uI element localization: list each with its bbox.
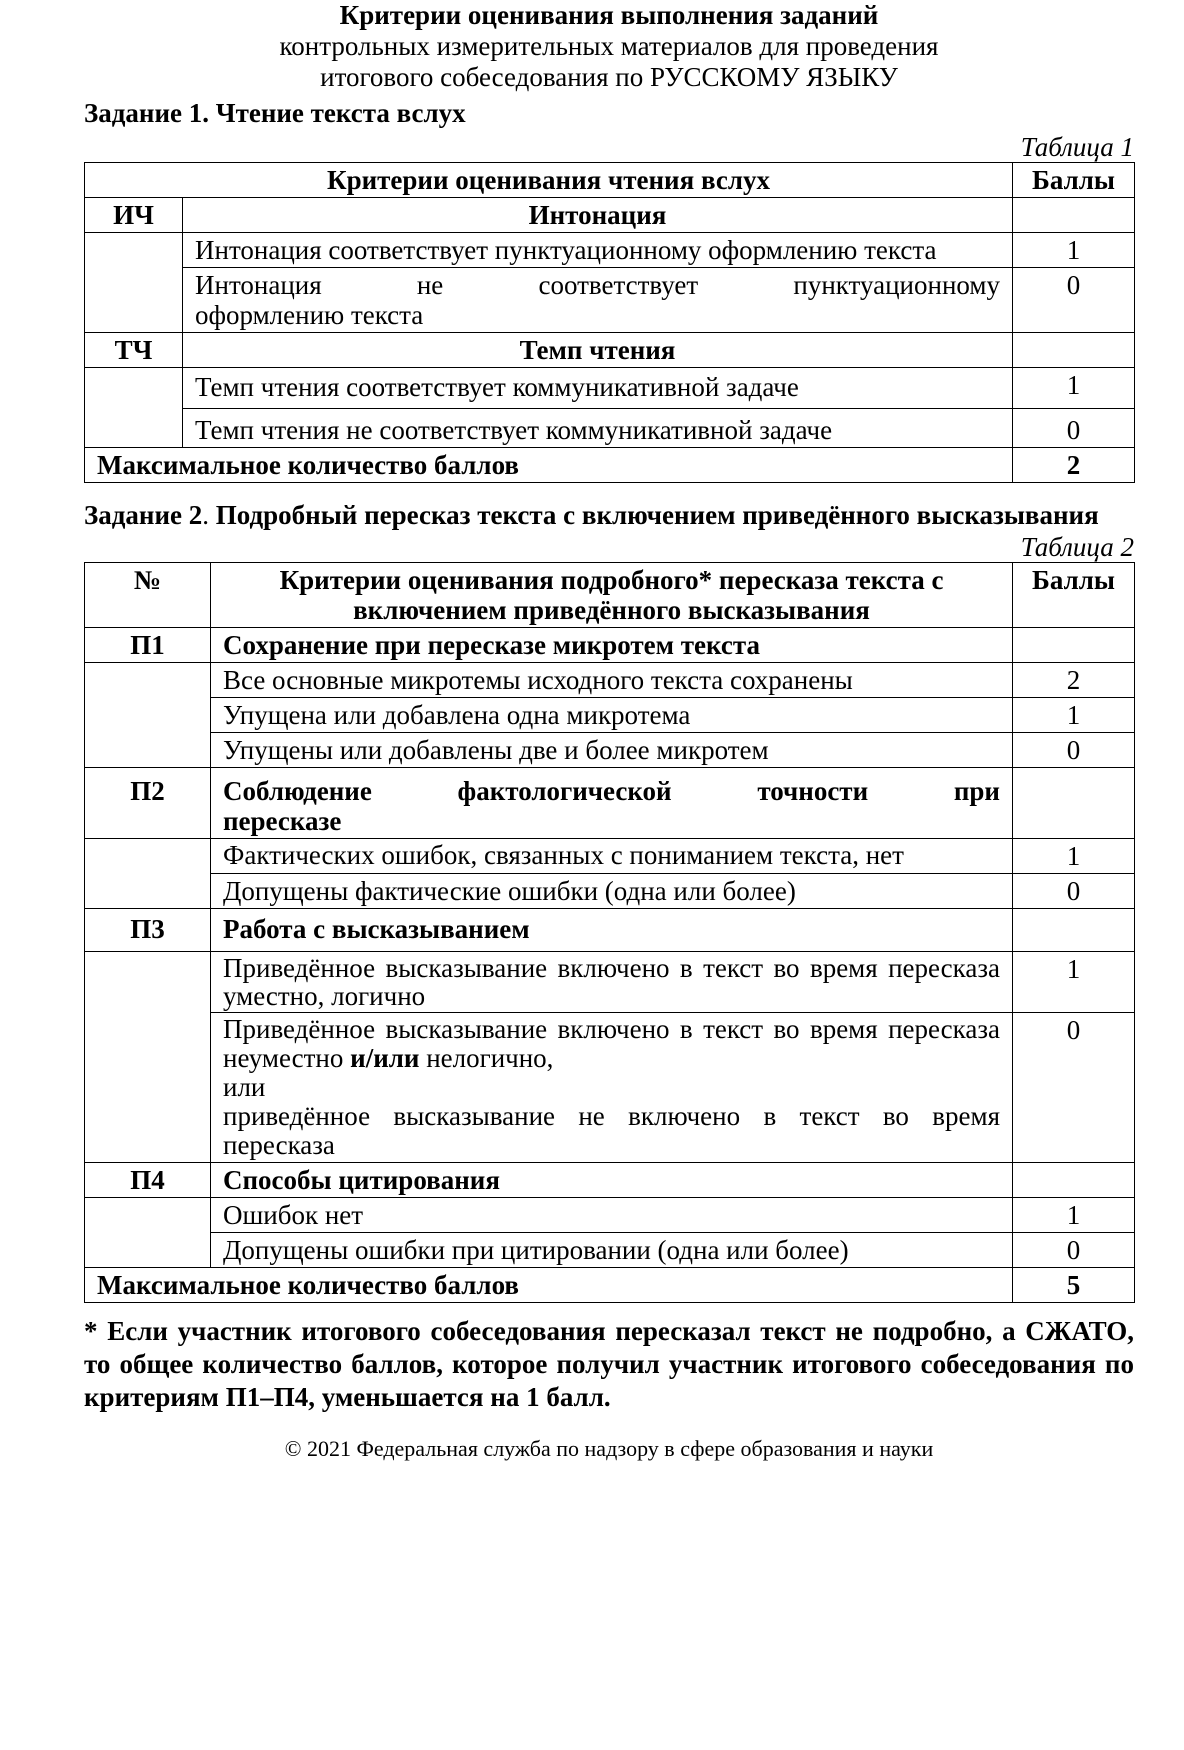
criterion-tch-code: ТЧ [85,333,183,368]
p1-option-3-points: 0 [1013,733,1135,768]
p3-option-2-or: или [223,1072,266,1102]
document-title [84,0,1134,93]
criterion-tch-points-empty [1013,333,1135,368]
p4-option-2-points: 0 [1013,1233,1135,1268]
table-row [85,952,1135,1013]
task2-heading-dot: . [202,500,210,530]
table-row [85,1013,1135,1163]
tch-option-2-text: Темп чтения не соответствует коммуникативной задаче [183,409,1013,448]
p3-option-1-text: Приведённое высказывание включено в текст во время пересказа уместно, логично [211,952,1013,1013]
table-row [85,698,1135,733]
criterion-tch-row [85,333,1135,368]
table2-header-points: Баллы [1013,563,1135,628]
ich-option-2-points: 0 [1013,268,1135,333]
table1-total-row [85,448,1135,483]
table-row [85,233,1135,268]
tch-option-2-points: 0 [1013,409,1135,448]
ich-option-2-text: Интонация не соответствует пунктуационному оформлению текста [183,268,1013,333]
criterion-p2-row [85,768,1135,839]
p4-option-1-points: 1 [1013,1198,1135,1233]
criterion-tch-spacer [85,368,183,448]
criterion-ich-code: ИЧ [85,198,183,233]
table2-total-row [85,1268,1135,1303]
p3-option-2-points: 0 [1013,1013,1135,1163]
p2-option-1-points: 1 [1013,839,1135,874]
criterion-p1-code: П1 [85,628,211,663]
criterion-p4-points-empty [1013,1163,1135,1198]
table1-total-value: 2 [1013,448,1135,483]
criterion-p1-row [85,628,1135,663]
p3-option-2-part-1: Приведённое высказывание включено в текст во время пересказа неуместно [223,1014,1000,1073]
criterion-tch-title: Темп чтения [183,333,1013,368]
ich-option-1-points: 1 [1013,233,1135,268]
criterion-ich-row [85,198,1135,233]
tch-option-1-points: 1 [1013,368,1135,409]
criterion-p4-row [85,1163,1135,1198]
criterion-p1-points-empty [1013,628,1135,663]
table-row [85,733,1135,768]
p3-option-2-bold: и/или [350,1043,420,1073]
table-row [85,268,1135,333]
title-line-1: Критерии оценивания выполнения заданий [339,0,879,30]
p1-option-3-text: Упущены или добавлены две и более микротем [211,733,1013,768]
table-row [85,874,1135,909]
table2-total-value: 5 [1013,1268,1135,1303]
table-row [85,409,1135,448]
criterion-ich-points-empty [1013,198,1135,233]
criterion-p2-code: П2 [85,768,211,839]
task1-heading: Задание 1. Чтение текста вслух [84,98,466,128]
criterion-p4-spacer [85,1198,211,1268]
table2-header-row [85,563,1135,628]
task2-heading [84,499,1134,532]
p4-option-2-text: Допущены ошибки при цитировании (одна или более) [211,1233,1013,1268]
table-row [85,1233,1135,1268]
table-row [85,839,1135,874]
task2-heading-number: Задание 2 [84,500,203,530]
table2-total-label: Максимальное количество баллов [85,1268,1013,1303]
criterion-p4-code: П4 [85,1163,211,1198]
p3-option-2-line-a [223,1015,1000,1073]
p2-option-2-text: Допущены фактические ошибки (одна или более) [211,874,1013,909]
p1-option-2-points: 1 [1013,698,1135,733]
p1-option-1-text: Все основные микротемы исходного текста сохранены [211,663,1013,698]
criterion-p3-code: П3 [85,909,211,952]
p3-option-1-points: 1 [1013,952,1135,1013]
criterion-p3-title: Работа с высказыванием [211,909,1013,952]
p2-option-2-points: 0 [1013,874,1135,909]
criterion-p2-spacer [85,839,211,909]
table1-header-points: Баллы [1013,163,1135,198]
table-1 [84,162,1135,483]
criterion-ich-title: Интонация [183,198,1013,233]
criterion-p3-points-empty [1013,909,1135,952]
criterion-p2-title: Соблюдение фактологической точности при пересказе [211,768,1013,839]
criterion-p1-spacer [85,663,211,768]
copyright: © 2021 Федеральная служба по надзору в сфере образования и науки [284,1436,934,1461]
table1-header-row [85,163,1135,198]
table-row [85,663,1135,698]
title-line-2: контрольных измерительных материалов для проведения [279,31,939,61]
table2-header-number: № [85,563,211,628]
table2-header-criteria: Критерии оценивания подробного* пересказа текста с включением приведённого высказывания [211,563,1013,628]
criterion-ich-spacer [85,233,183,333]
criterion-p1-title: Сохранение при пересказе микротем текста [211,628,1013,663]
p3-option-2-part-2: нелогично, [419,1043,554,1073]
task2-heading-text: Подробный пересказ текста с включением приведённого высказывания [209,500,1099,530]
p4-option-1-text: Ошибок нет [211,1198,1013,1233]
table-2 [84,562,1135,1303]
table1-total-label: Максимальное количество баллов [85,448,1013,483]
table-row [85,368,1135,409]
criterion-p2-points-empty [1013,768,1135,839]
p1-option-2-text: Упущена или добавлена одна микротема [211,698,1013,733]
ich-option-1-text: Интонация соответствует пунктуационному оформлению текста [183,233,1013,268]
table1-header-criteria: Критерии оценивания чтения вслух [85,163,1013,198]
document-page [84,0,1134,1462]
criterion-p3-row [85,909,1135,952]
criterion-p3-spacer [85,952,211,1163]
p3-option-2-part-3: приведённое высказывание не включено в текст во время пересказа [223,1101,1000,1160]
p1-option-1-points: 2 [1013,663,1135,698]
table2-caption: Таблица 2 [1020,532,1134,562]
table1-caption: Таблица 1 [1020,132,1134,162]
table-row [85,1198,1135,1233]
tch-option-1-text: Темп чтения соответствует коммуникативной задаче [183,368,1013,409]
p3-option-2-text [211,1013,1013,1163]
p2-option-1-text: Фактических ошибок, связанных с пониманием текста, нет [211,839,1013,874]
title-line-3: итогового собеседования по РУССКОМУ ЯЗЫКУ [320,62,898,92]
footnote: * Если участник итогового собеседования пересказал текст не подробно, а СЖАТО, то общее количество баллов, которое получил участник итогового собеседования по критериям П1–П4, уменьшается на 1 балл. [84,1316,1134,1412]
criterion-p4-title: Способы цитирования [211,1163,1013,1198]
